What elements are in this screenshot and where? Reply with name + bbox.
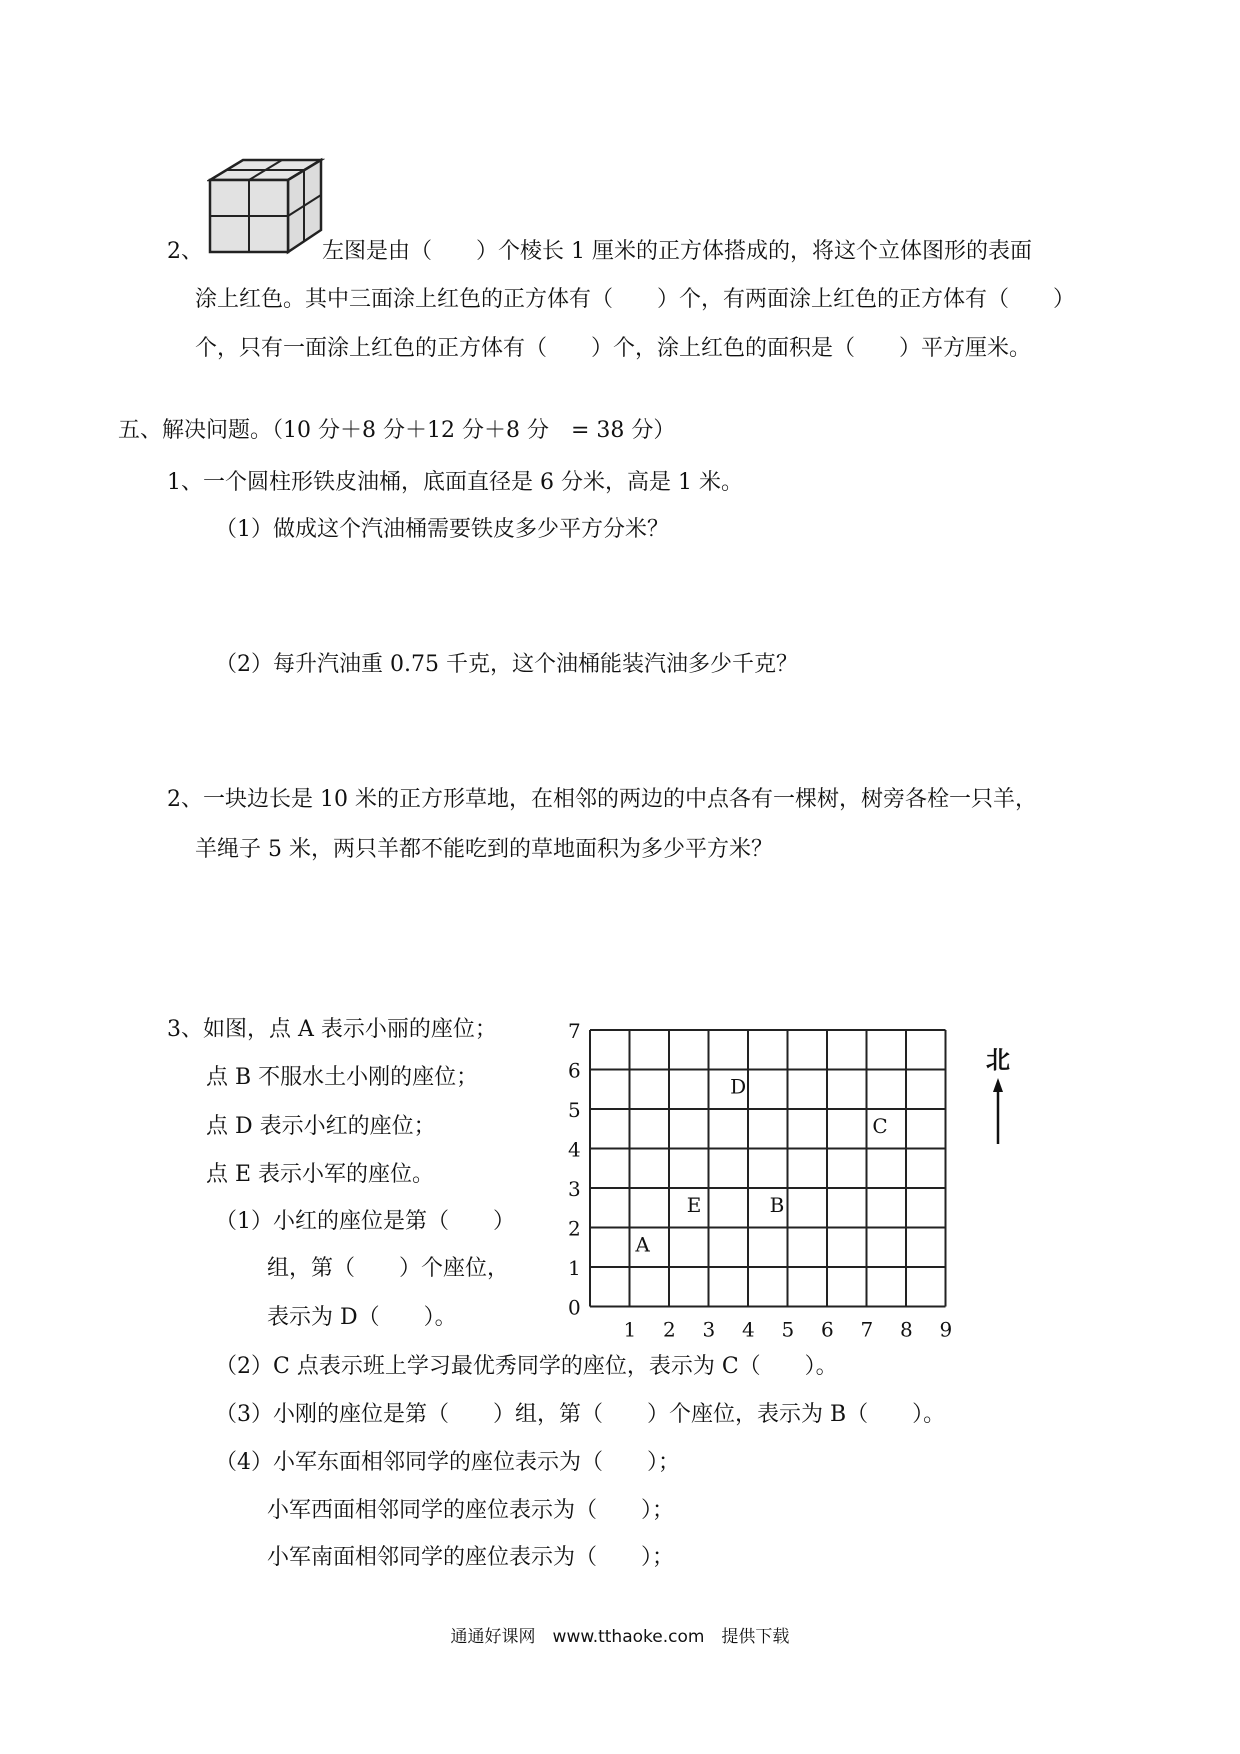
seat-grid [560,1020,980,1360]
q3-line1: 3、如图，点 A 表示小丽的座位； [167,1017,497,1042]
north-indicator [980,1040,1030,1150]
point-d-label: D [730,1074,747,1099]
q1-sub2: （2）每升汽油重 0.75 千克，这个油桶能装汽油多少千克？ [215,652,798,677]
x-tick-label: 3 [702,1317,716,1342]
section5-heading: 五、解决问题。（10 分＋8 分＋12 分＋8 分 = 38 分） [118,418,676,443]
q3-line2: 点 B 不服水土小刚的座位； [206,1065,479,1090]
q3-s4-line1: （4）小军东面相邻同学的座位表示为（ ）； [215,1450,680,1475]
x-tick-label: 5 [781,1317,795,1342]
q3-s1-line3: 表示为 D（ ）。 [267,1305,457,1330]
q3-line3: 点 D 表示小红的座位； [206,1114,436,1139]
x-tick-label: 4 [742,1317,755,1342]
north-arrow-icon [980,1076,1020,1146]
point-b-label: B [769,1192,785,1217]
x-tick-label: 7 [860,1317,874,1342]
y-tick-label: 2 [568,1216,581,1241]
q3-s1-line1: （1）小红的座位是第（ ） [215,1209,515,1234]
point-c-label: C [872,1113,888,1138]
q4-2-line1: 左图是由（ ）个棱长 1 厘米的正方体搭成的，将这个立体图形的表面 [322,239,1032,264]
q3-s2: （2）C 点表示班上学习最优秀同学的座位，表示为 C（ ）。 [215,1354,838,1379]
q2-line1: 2、一块边长是 10 米的正方形草地，在相邻的两边的中点各有一棵树，树旁各栓一只羊， [167,787,1037,812]
x-tick-label: 6 [821,1317,834,1342]
q3-s1-line2: 组，第（ ）个座位， [267,1256,510,1281]
y-tick-label: 1 [568,1256,581,1280]
q4-2-number: 2、 [167,239,203,264]
q3-s4-line2: 小军西面相邻同学的座位表示为（ ）； [267,1498,675,1523]
q1-sub1: （1）做成这个汽油桶需要铁皮多少平方分米？ [215,517,669,542]
q3-s3: （3）小刚的座位是第（ ）组，第（ ）个座位，表示为 B（ ）。 [215,1402,946,1427]
x-tick-label: 1 [623,1317,637,1342]
y-tick-label: 4 [568,1137,581,1162]
y-tick-label: 3 [568,1177,581,1201]
y-tick-label: 6 [568,1058,581,1083]
y-tick-label: 5 [568,1098,581,1122]
q4-2-line2: 涂上红色。其中三面涂上红色的正方体有（ ）个，有两面涂上红色的正方体有（ ） [195,287,1076,312]
x-tick-label: 9 [939,1317,953,1342]
q2-line2: 羊绳子 5 米，两只羊都不能吃到的草地面积为多少平方米？ [195,837,773,862]
point-e-label: E [686,1192,702,1217]
x-tick-label: 8 [900,1317,913,1342]
cube-figure [207,156,325,256]
footer-text: 通通好课网 www.tthaoke.com 提供下载 [450,1627,790,1647]
north-label: 北 [986,1045,1010,1074]
y-tick-label: 0 [568,1295,581,1320]
q4-2-line3: 个，只有一面涂上红色的正方体有（ ）个，涂上红色的面积是（ ）平方厘米。 [195,336,1032,361]
y-tick-label: 7 [568,1020,581,1043]
q3-line4: 点 E 表示小军的座位。 [206,1162,435,1187]
q3-s4-line3: 小军南面相邻同学的座位表示为（ ）； [267,1545,675,1570]
q1-stem: 1、一个圆柱形铁皮油桶，底面直径是 6 分米，高是 1 米。 [167,470,743,495]
point-a-label: A [635,1232,650,1257]
x-tick-label: 2 [663,1317,676,1342]
